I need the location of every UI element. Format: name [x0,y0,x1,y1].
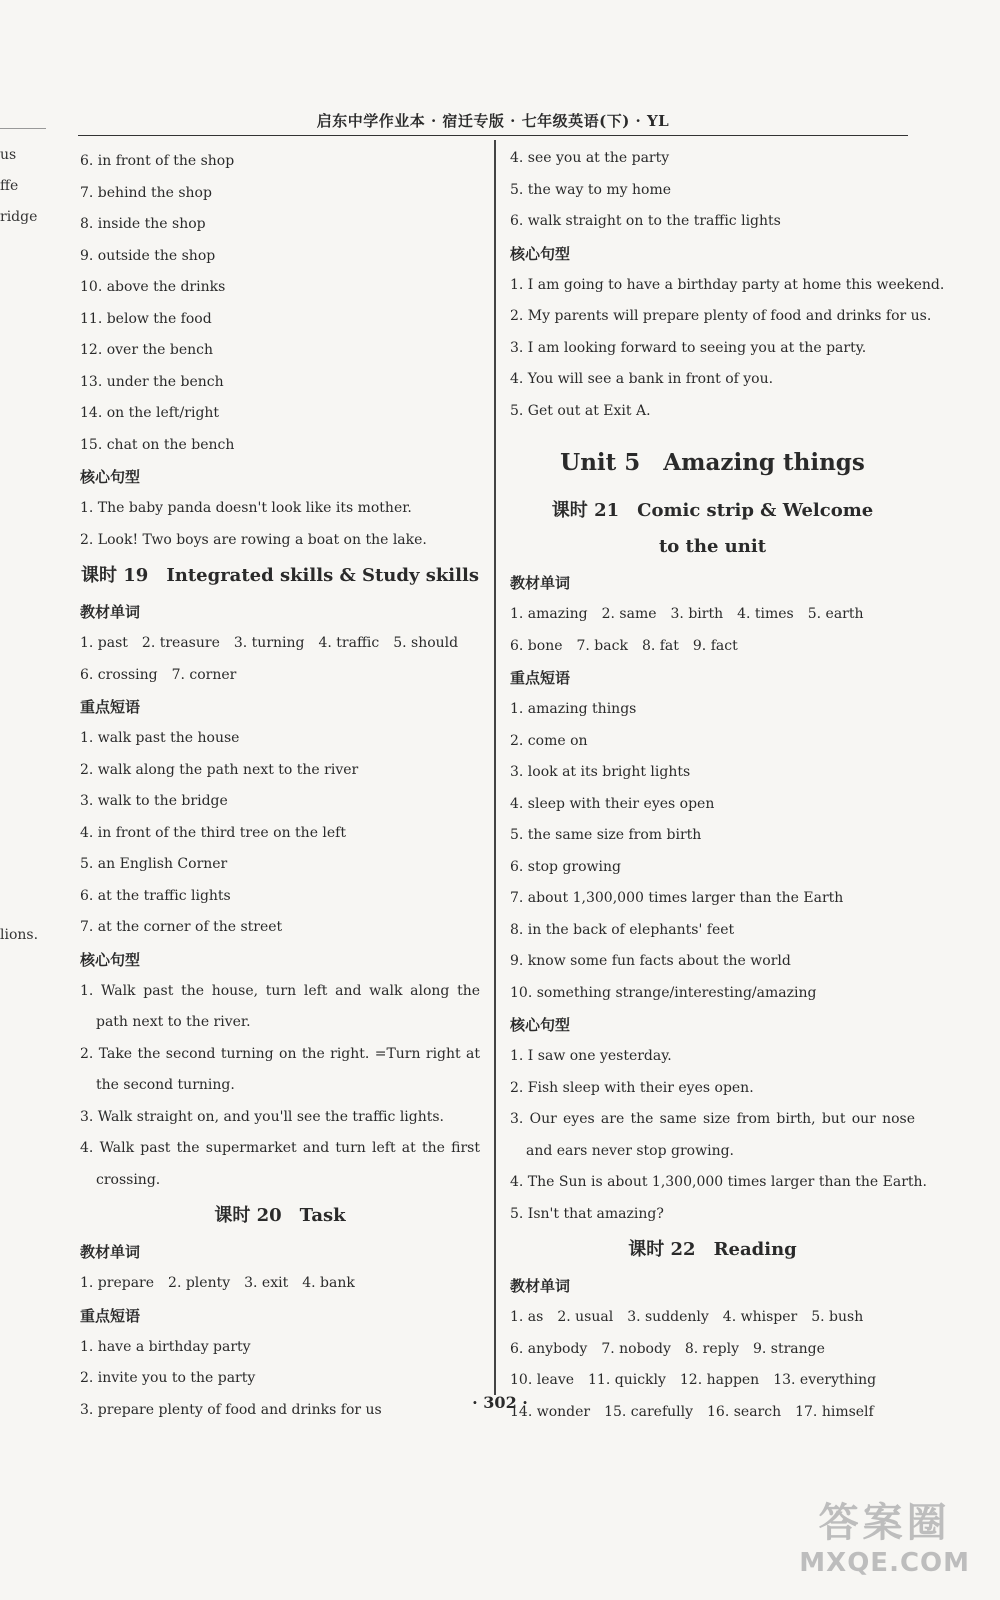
edge-fragment: lions. [0,927,39,943]
list-item: 3. I am looking forward to seeing you at the party. [510,339,867,356]
list-item: 14. wonder 15. carefully 16. search 17. himself [510,1403,874,1420]
list-item: 6. walk straight on to the traffic lights [510,213,781,229]
list-item: 3. prepare plenty of food and drinks for us [80,1401,382,1418]
list-item: 10. above the drinks [80,279,226,295]
section-heading: 重点短语 [80,1306,141,1325]
list-item: 9. know some fun facts about the world [510,953,791,969]
list-item: 1. walk past the house [80,730,240,746]
list-item: 1. amazing 2. same 3. birth 4. times 5. earth [510,606,864,622]
list-item: 2. invite you to the party [80,1370,256,1386]
list-item: 4. You will see a bank in front of you. [510,371,774,387]
list-item: 4. see you at the party [510,150,670,166]
list-item: 3. Our eyes are the same size from birth, but our nose and ears never stop growing. [510,1111,915,1159]
unit-title: Unit 5 Amazing things [560,449,865,476]
list-item: 3. look at its bright lights [510,764,691,780]
column-divider [494,140,496,1395]
lesson-title-cont: to the unit [658,536,767,557]
section-heading: 教材单词 [80,603,141,621]
list-item: 14. on the left/right [80,405,220,421]
list-item: 1. have a birthday party [80,1338,251,1355]
edge-rule [0,128,46,129]
list-item: 2. Fish sleep with their eyes open. [510,1079,754,1096]
section-heading: 教材单词 [510,574,571,592]
list-item: 1. Walk past the house, turn left and walk along the path next to the river. [80,982,480,1030]
list-item: 2. Take the second turning on the right. =Turn right at the second turning. [80,1045,480,1093]
list-item: 4. sleep with their eyes open [510,795,715,812]
list-item: 4. Walk past the supermarket and turn left at the first crossing. [80,1140,480,1188]
list-item: 10. something strange/interesting/amazing [510,984,817,1001]
edge-fragment: us [0,147,17,163]
list-item: 9. outside the shop [80,247,216,264]
list-item: 1. prepare 2. plenty 3. exit 4. bank [80,1275,355,1291]
list-item: 6. bone 7. back 8. fat 9. fact [510,637,738,654]
section-heading: 教材单词 [80,1243,141,1261]
section-heading: 重点短语 [80,698,141,716]
right-column [510,143,945,1428]
list-item: 8. inside the shop [80,216,206,232]
list-item: 6. crossing 7. corner [80,666,237,683]
list-item: 2. come on [510,732,588,749]
list-item: 2. walk along the path next to the river [80,761,359,778]
list-item: 12. over the bench [80,342,213,358]
list-item: 1. as 2. usual 3. suddenly 4. whisper 5. bush [510,1309,864,1325]
watermark-logo-text: 答案圈 [818,1500,951,1546]
list-item: 2. My parents will prepare plenty of food and drinks for us. [510,308,932,324]
lesson-title: 课时 21 Comic strip & Welcome [551,500,874,521]
watermark [799,1491,970,1578]
edge-fragment: ridge [0,209,38,225]
list-item: 4. in front of the third tree on the left [80,824,346,841]
list-item: 2. Look! Two boys are rowing a boat on the lake. [80,531,427,548]
list-item: 6. anybody 7. nobody 8. reply 9. strange [510,1340,825,1357]
list-item: 6. at the traffic lights [80,887,231,904]
list-item: 7. behind the shop [80,184,212,201]
list-item: 7. about 1,300,000 times larger than the Earth [510,890,844,906]
list-item: 6. in front of the shop [80,153,235,169]
list-item: 13. under the bench [80,373,224,390]
section-heading: 核心句型 [510,1016,571,1034]
list-item: 8. in the back of elephants' feet [510,921,735,938]
list-item: 5. Get out at Exit A. [510,402,651,419]
page-header: 启东中学作业本 · 宿迁专版 · 七年级英语(下) · YL [78,110,908,136]
list-item: 4. The Sun is about 1,300,000 times larger than the Earth. [510,1174,928,1190]
lesson-title: 课时 20 Task [214,1205,346,1226]
list-item: 1. amazing things [510,701,637,717]
list-item: 1. The baby panda doesn't look like its mother. [80,500,412,516]
section-heading: 核心句型 [80,468,141,486]
lesson-title: 课时 22 Reading [628,1239,797,1260]
list-item: 1. I am going to have a birthday party at home this weekend. [510,276,945,293]
list-item: 5. Isn't that amazing? [510,1205,664,1222]
list-item: 1. past 2. treasure 3. turning 4. traffic 5. should [80,635,459,651]
list-item: 5. an English Corner [80,856,228,872]
edge-fragment: ffe [0,178,19,194]
list-item: 3. Walk straight on, and you'll see the traffic lights. [80,1108,445,1125]
section-heading: 核心句型 [510,244,571,263]
section-heading: 重点短语 [510,669,571,687]
list-item: 3. walk to the bridge [80,793,228,809]
lesson-title: 课时 19 Integrated skills & Study skills [81,565,479,586]
list-item: 5. the same size from birth [510,827,702,843]
list-item: 10. leave 11. quickly 12. happen 13. everything [510,1372,877,1388]
list-item: 5. the way to my home [510,181,672,198]
list-item: 11. below the food [80,310,212,327]
list-item: 1. I saw one yesterday. [510,1048,672,1064]
page-number: · 302 · [472,1393,528,1412]
section-heading: 教材单词 [510,1277,571,1295]
list-item: 15. chat on the bench [80,436,235,453]
watermark-url: MXQE.COM [799,1548,970,1578]
list-item: 7. at the corner of the street [80,919,283,935]
section-heading: 核心句型 [80,950,141,969]
list-item: 6. stop growing [510,858,621,875]
left-column [80,146,480,1426]
